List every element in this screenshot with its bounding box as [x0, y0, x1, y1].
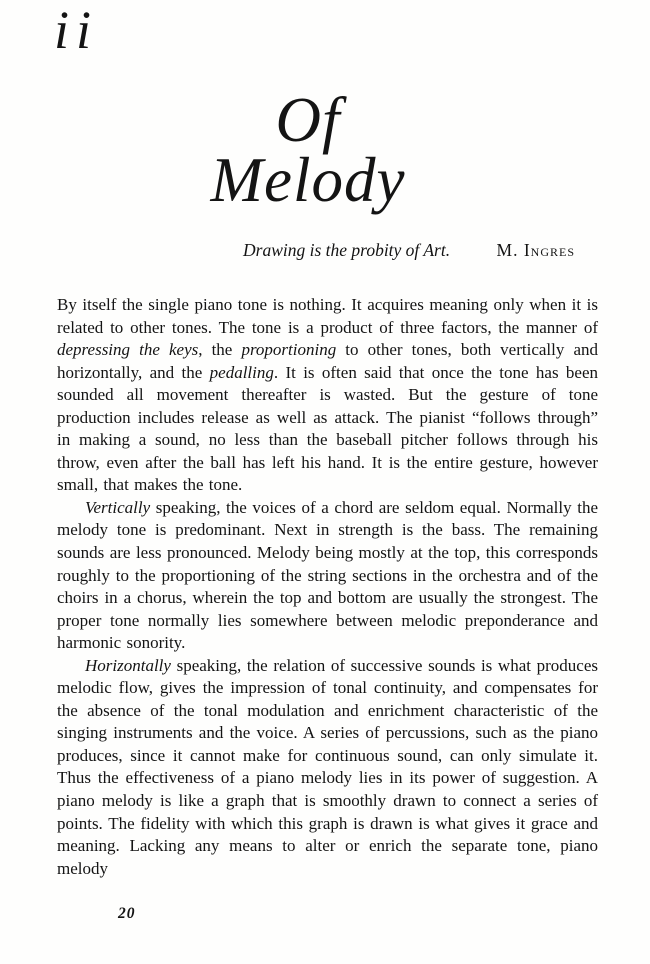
- italic-text-run: proportioning: [241, 340, 337, 360]
- text-run: speaking, the relation of successive sounds is what produces melodic flow, gives the impression of tonal continuity, and compensates for the absence of the tonal modulation and enrichment characteristic of the singing instruments and the voice. A series of percussions, such as the piano produces, since it cannot make for continuous sound, can only simulate it. Thus the effectiveness of a piano melody lies in its power of suggestion. A piano melody is like a graph that is smoothly drawn to connect a series of points. The fidelity with which this graph is drawn is what gives it grace and meaning. Lacking any means to alter or enrich the separate tone, piano melody: [57, 655, 598, 878]
- text-run: By itself the single piano tone is nothing. It acquires meaning only when it is related to other tones. The tone is a product of three factors, the manner of: [57, 295, 598, 337]
- paragraph: [57, 294, 598, 497]
- text-run: to other tones, both vertically and horizontally, and the: [57, 340, 598, 382]
- italic-text-run: depressing the keys: [57, 340, 199, 360]
- epigraph: [243, 240, 575, 261]
- chapter-title: [0, 85, 616, 215]
- text-run: , the: [198, 340, 242, 360]
- body-text: [57, 294, 598, 880]
- page-number: 20: [118, 905, 136, 922]
- italic-text-run: Vertically: [85, 497, 151, 517]
- chapter-title-line-1: Of: [275, 85, 341, 155]
- epigraph-attribution: M. Ingres: [496, 240, 575, 260]
- epigraph-quote: Drawing is the probity of Art.: [243, 240, 451, 260]
- text-run: . It is often said that once the tone has been sounded all movement thereafter is wasted. But the gesture of tone production includes release as well as attack. The pianist “follows through” in making a sound, no less than the baseball pitcher follows through his throw, even after the ball has left his hand. It is the entire gesture, however small, that makes the tone.: [57, 362, 598, 495]
- paragraph: [57, 497, 598, 655]
- text-run: speaking, the voices of a chord are seldom equal. Normally the melody tone is predominant. Next in strength is the bass. The remaining sounds are less pronounced. Melody being mostly at the top, this corresponds roughly to the proportioning of the string sections in the orchestra and of the choirs in a chorus, wherein the top and bottom are usually the strongest. The proper tone normally lies somewhere between melodic preponderance and harmonic sonority.: [57, 497, 598, 653]
- chapter-number: ii: [54, 0, 99, 60]
- paragraph: [57, 655, 598, 880]
- italic-text-run: Horizontally: [85, 655, 171, 675]
- italic-text-run: pedalling: [209, 362, 274, 382]
- chapter-title-line-2: Melody: [210, 145, 406, 215]
